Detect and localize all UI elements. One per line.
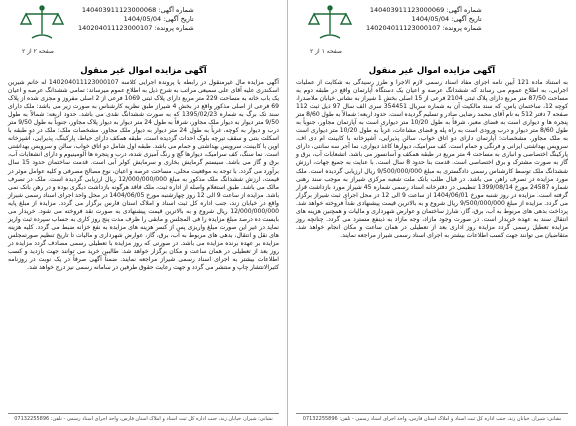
notice-meta [78, 6, 194, 33]
file-number: 140204011123000107 [78, 24, 153, 32]
page-number: صفحه ۲ از ۲ [22, 48, 54, 55]
notice-body: به استناد ماده 121 آیین نامه اجرای مفاد اسناد رسمی لازم الاجرا و طرز رسیدگی به شکایت از عملیات اجرایی، به اطلاع عموم می رساند که ششدانگ عرصه و اعیان یک دستگاه آپارتمان واقع در طبقه دوم به مساحت 87/50 متر مربع دارای پلاک ثبتی 2104 فرعی از 15 اصلی بخش 1 شیراز به نشانی خیابان ملاصدرا، کوچه 12، ساختمان یاس، که سند مالکیت آن به شماره سریال 354451 سری الف سال 97 ذیل ثبت 112 صفحه 7 دفتر 512 به نام آقای محمد رضایی صادر و تسلیم گردیده است. حدود اربعه: شمالاً به طول 8/60 متر پنجره ها و دیواری است به فضای معبر، شرقاً به طول 10/20 متر دیواری است به آپارتمان مجاور، جنوباً به طول 8/60 متر دیوار و درب ورودی است به راه پله و فضای مشاعات، غرباً به طول 10/20 متر دیواری است به ملک مجاور. مشخصات: آپارتمان دارای دو اتاق خواب، سالن پذیرایی، آشپزخانه با کابینت ام دی اف، سرویس بهداشتی ایرانی و فرنگی و حمام است. کف سرامیک، دیوارها کاغذ دیواری، نما آجر سه سانتی، دارای پارکینگ اختصاصی و انباری به مساحت 4 متر مربع در طبقه همکف و آسانسور می باشد. انشعابات آب، برق و گاز به صورت مشترک و برق اختصاصی است. قدمت بنا حدود 8 سال است. با عنایت به جمیع جهات، ارزش ششدانگ ملک توسط کارشناس رسمی دادگستری به مبلغ 9/500/000/000 ریال ارزیابی گردیده است. ملک مورد مزایده در تصرف راهن می باشد. در قبال طلب بانک ملت شعبه مرکزی شیراز به موجب سند رهنی شماره 24587 مورخ 1399/08/14 تنظیمی در دفترخانه اسناد رسمی شماره 45 شیراز مورد بازداشت قرار گرفته است. مزایده در روز شنبه مورخ 1404/06/01 از ساعت 9 الی 12 در محل اجرای ثبت شیراز برگزار می گردد. مزایده از مبلغ 9/500/000/000 ریال شروع و به بالاترین قیمت پیشنهادی نقداً فروخته خواهد شد. پرداخت بدهی های مربوط به آب، برق، گاز، شارژ ساختمان و عوارض شهرداری و مالیات و همچنین هزینه های انتقال سند به عهده خریدار است. در صورت وجود مازاد، وجه مازاد به ذینفع مسترد می گردد. چنانچه روز مزایده تعطیل رسمی گردد مزایده روز اداری بعد از تعطیلی در همان ساعت و مکان انجام خواهد شد. متقاضیان می توانند جهت کسب اطلاعات بیشتر به اجرای اسناد رسمی شیراز مراجعه نمایند. [296, 79, 569, 239]
page-number: صفحه ۱ از ۲ [310, 48, 342, 55]
judiciary-emblem-icon [304, 4, 356, 44]
judiciary-emblem-icon [16, 4, 68, 44]
notice-number-label: شماره آگهی: [158, 6, 194, 14]
notice-title: آگهی مزایده اموال غیر منقول [80, 66, 207, 76]
file-number: 140204011123000107 [366, 24, 441, 32]
file-number-label: شماره پرونده: [154, 24, 194, 32]
page-footer: نشانی: شیراز، خیابان زند، جنب اداره کل ثبت اسناد و املاک استان فارس، واحد اجرای اسناد رسمی - تلفن: 07132255896 [296, 413, 568, 422]
page-header [8, 4, 279, 62]
page-header [296, 4, 568, 62]
notice-meta [366, 6, 482, 33]
notice-date-label: تاریخ آگهی: [451, 15, 482, 23]
notice-date: 1404/05/04 [411, 15, 450, 23]
notice-number: 140403911123000068 [81, 6, 157, 14]
file-number-label: شماره پرونده: [442, 24, 482, 32]
notice-number-label: شماره آگهی: [446, 6, 482, 14]
document-page-1 [288, 0, 576, 426]
page-footer: نشانی: شیراز، خیابان زند، جنب اداره کل ثبت اسناد و املاک استان فارس، واحد اجرای اسناد رسمی - تلفن: 07132255896 [8, 413, 279, 422]
notice-date: 1404/05/04 [123, 15, 162, 23]
notice-number: 140403911123000069 [369, 6, 445, 14]
notice-date-label: تاریخ آگهی: [163, 15, 194, 23]
notice-body: آگهی مزایده مال غیرمنقول در رابطه با پرونده اجرایی کلاسه 140204011123000107 له خانم شیرین اسکندری علیه آقای علی سمیعی مراتب به شرح ذیل به اطلاع عموم میرساند: تمامی ششدانگ عرصه و اعیان یک باب خانه به مساحت 229 متر مربع دارای پلاک ثبتی 1069 فرعی از 2 اصلی مفروز و مجزی شده از پلاک 69 فرعی از اصلی مذکور واقع در بخش 4 شیراز طبق نظریه کارشناس به صورت زیر می باشد: ملک دارای سند تک برگ به شماره 1395/02/23 که به صورت ششدانگ نقدی می باشد. حدود اربعه: شمالاً به طول 9/50 متر دیوار به دیوار ملک مجاور، شرقاً به طول 24 متر دیوار به دیوار پلاک مجاور، جنوباً به طول 9/50 متر درب و دیوار به کوچه، غرباً به طول 24 متر دیوار به دیوار ملک مجاور. مشخصات ملک: ملک در دو طبقه با اسکلت بتنی و سقف تیرچه بلوک احداث گردیده است. طبقه همکف دارای حیاط، پارکینگ، پذیرایی، آشپزخانه اوپن با کابینت، سرویس بهداشتی و حمام می باشد. طبقه اول شامل دو اتاق خواب، سالن و سرویس بهداشتی است. نما سنگ، کف سرامیک، دیوارها گچ و رنگ آمیزی شده، درب و پنجره ها آلومینیوم و دارای انشعابات آب، برق و گاز می باشد. سیستم گرمایش بخاری و سرمایش کولر آبی است. قدمت ساختمان حدود 15 سال برآورد می گردد. با توجه به موقعیت محلی، مساحت عرصه و اعیان، نوع مصالح مصرفی و کلیه عوامل موثر در قیمت، ارزش ششدانگ ملک مذکور به مبلغ 12/000/000/000 ریال ارزیابی گردیده است. ملک در تصرف مالک می باشد. طبق استعلام واصله از اداره ثبت، ملک فاقد هرگونه بازداشت دیگری بوده و در رهن بانک نمی باشد. مزایده از ساعت 9 الی 12 روز چهارشنبه مورخ 1404/06/05 در محل واحد اجرای اسناد رسمی شیراز واقع در خیابان زند، جنب اداره کل ثبت اسناد و املاک استان فارس برگزار می گردد. مزایده از مبلغ پایه 12/000/000/000 ریال شروع و به بالاترین قیمت پیشنهادی به صورت نقد فروخته می شود. خریدار می بایست ده درصد مبلغ مزایده را فی المجلس و مابقی را ظرف مدت پنج روز کاری به حساب سپرده ثبت واریز نماید در غیر این صورت مبلغ واریزی پس از کسر هزینه های مزایده به نفع خزانه ضبط می گردد. کلیه هزینه های نقل و انتقال، بدهی های مربوط به آب، برق، گاز، عوارض شهرداری و مالیات تا تاریخ تنظیم صورتمجلس مزایده بر عهده برنده مزایده می باشد. در صورتی که روز مزایده با تعطیلی رسمی مصادف گردد مزایده در روز بعد از تعطیلی در همان ساعت و مکان برگزار خواهد شد. طالبین خرید می توانند جهت بازدید و کسب اطلاعات بیشتر به اجرای اسناد رسمی شیراز مراجعه نمایند. ضمناً آگهی صرفاً در یک نوبت در روزنامه کثیرالانتشار چاپ و منتشر می گردد و جهت رعایت حقوق طرفین در سامانه رسمی نیز درج خواهد شد. [8, 79, 280, 272]
notice-title: آگهی مزایده اموال غیر منقول [368, 66, 496, 76]
